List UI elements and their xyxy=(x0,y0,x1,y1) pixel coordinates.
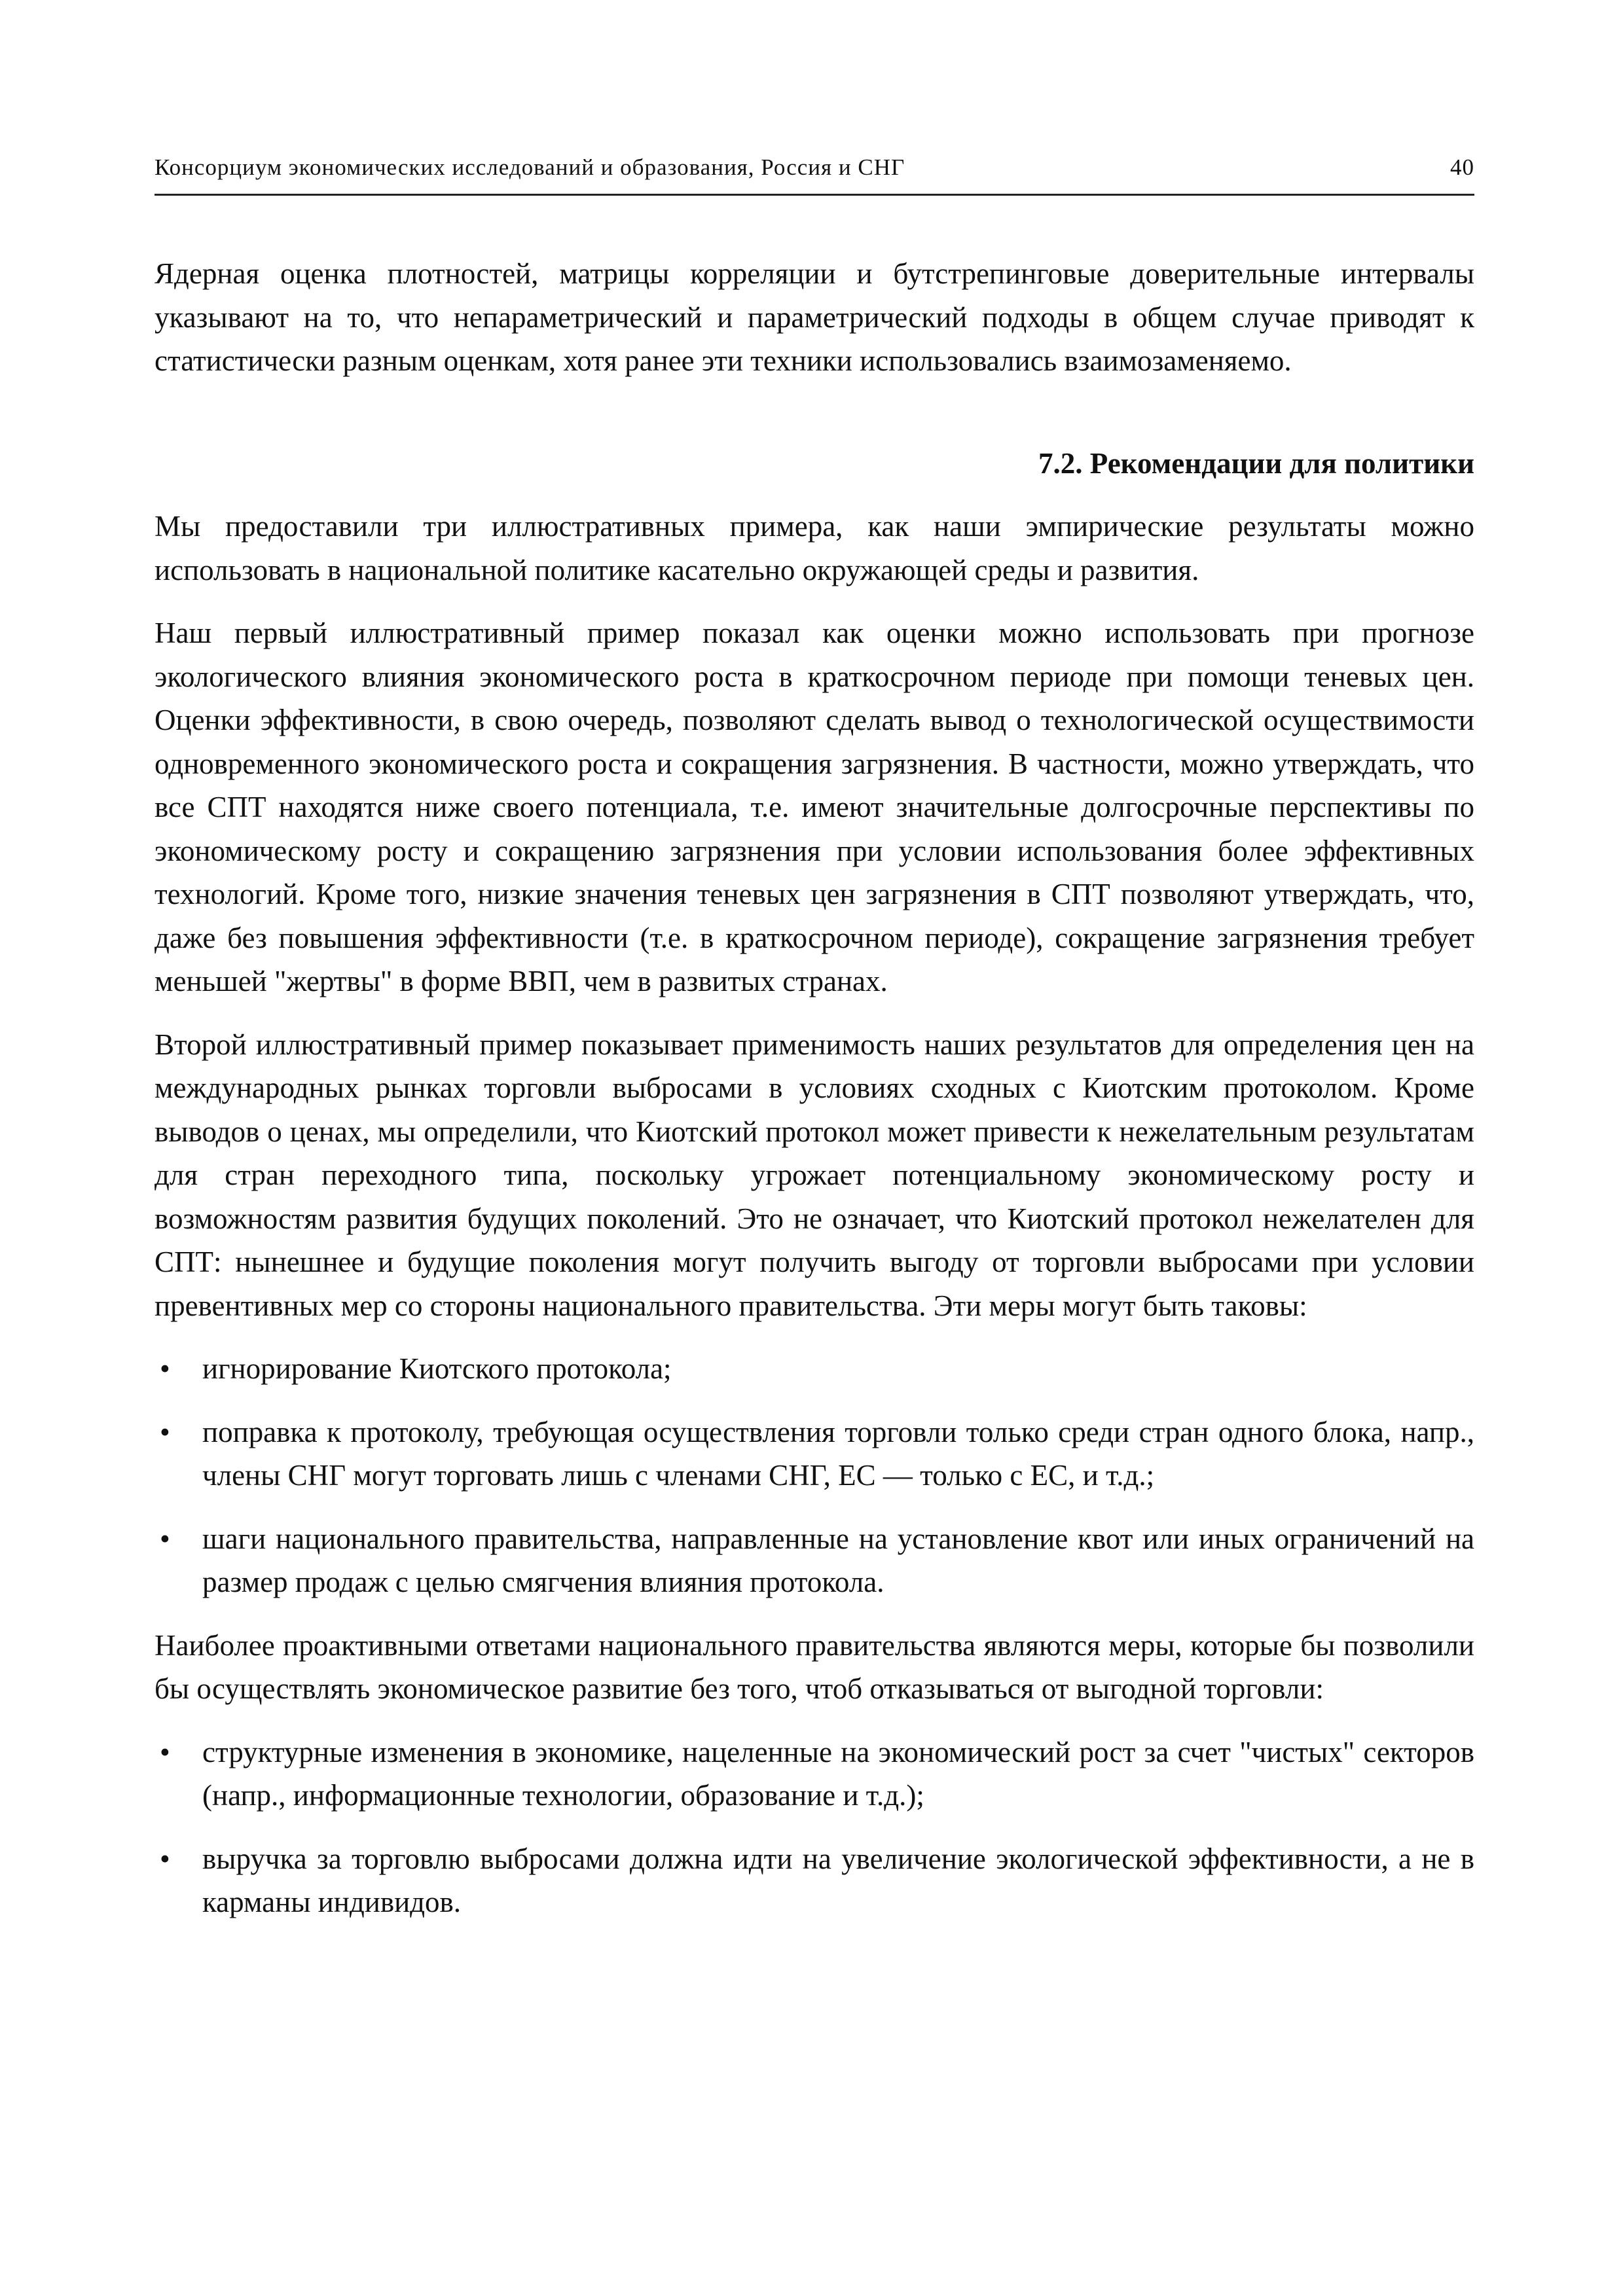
page-number: 40 xyxy=(1450,154,1474,180)
paragraph-proactive-responses: Наиболее проактивными ответами национального правительства являются меры, которые бы позволили бы осуществлять экономическое развитие без того, чтоб отказываться от выгодной торговли: xyxy=(155,1628,1474,1705)
bullet-icon: • xyxy=(160,1842,170,1875)
list-item xyxy=(155,1837,1474,1924)
list-item-text: выручка за торговлю выбросами должна идти на увеличение экологической эффективности, а не в карманы индивидов. xyxy=(202,1842,1474,1918)
paragraph-examples-overview: Мы предоставили три иллюстративных примера, как наши эмпирические результаты можно использовать в национальной политике касательно окружающей среды и развития. xyxy=(155,510,1474,586)
measures-list xyxy=(155,1347,1474,1604)
bullet-icon: • xyxy=(160,1352,170,1385)
bullet-icon: • xyxy=(160,1735,170,1768)
list-item-text: игнорирование Киотского протокола; xyxy=(202,1352,672,1385)
section-heading: 7.2. Рекомендации для политики xyxy=(1038,446,1474,480)
list-item-text: шаги национального правительства, направленные на установление квот или иных ограничений на размер продаж с целью смягчения влияния протокола. xyxy=(202,1522,1474,1598)
list-item-text: поправка к протоколу, требующая осуществления торговли только среди стран одного блока, напр., члены СНГ могут торговать лишь с членами СНГ, ЕС — только с ЕС, и т.д.; xyxy=(202,1415,1474,1492)
bullet-icon: • xyxy=(160,1415,170,1448)
list-item-text: структурные изменения в экономике, нацеленные на экономический рост за счет "чистых" секторов (напр., информационные технологии, образование и т.д.); xyxy=(202,1735,1474,1812)
running-title: Консорциум экономических исследований и образования, Россия и СНГ xyxy=(155,154,905,180)
list-item xyxy=(155,1410,1474,1498)
list-item xyxy=(155,1731,1474,1818)
list-item xyxy=(155,1517,1474,1604)
body-text xyxy=(155,252,1474,1944)
running-header xyxy=(155,154,1474,196)
paragraph-first-example: Наш первый иллюстративный пример показал как оценки можно использовать при прогнозе экологического влияния экономического роста в краткосрочном периоде при помощи теневых цен. Оценки эффективности, в свою очередь, позволяют сделать вывод о технологической осуществимости одновременного экономического роста и сокращения загрязнения. В частности, можно утверждать, что все СПТ находятся ниже своего потенциала, т.е. имеют значительные долгосрочные перспективы по экономическому росту и сокращению загрязнения при условии использования более эффективных технологий. Кроме того, низкие значения теневых цен загрязнения в СПТ позволяют утверждать, что, даже без повышения эффективности (т.е. в краткосрочном периоде), сокращение загрязнения требует меньшей "жертвы" в форме ВВП, чем в развитых странах. xyxy=(155,617,1474,997)
proactive-measures-list xyxy=(155,1731,1474,1924)
bullet-icon: • xyxy=(160,1522,170,1555)
paragraph-intro: Ядерная оценка плотностей, матрицы корреляции и бутстрепинговые доверительные интервалы указывают на то, что непараметрический и параметрический подходы в общем случае приводят к статистически разным оценкам, хотя ранее эти техники использовались взаимозаменяемо. xyxy=(155,257,1474,377)
list-item xyxy=(155,1347,1474,1391)
paragraph-second-example: Второй иллюстративный пример показывает применимость наших результатов для определения цен на международных рынках торговли выбросами в условиях сходных с Киотским протоколом. Кроме выводов о ценах, мы определили, что Киотский протокол может привести к нежелательным результатам для стран переходного типа, поскольку угрожает потенциальному экономическому росту и возможностям развития будущих поколений. Это не означает, что Киотский протокол нежелателен для СПТ: нынешнее и будущие поколения могут получить выгоду от торговли выбросами при условии превентивных мер со стороны национального правительства. Эти меры могут быть таковы: xyxy=(155,1028,1474,1322)
